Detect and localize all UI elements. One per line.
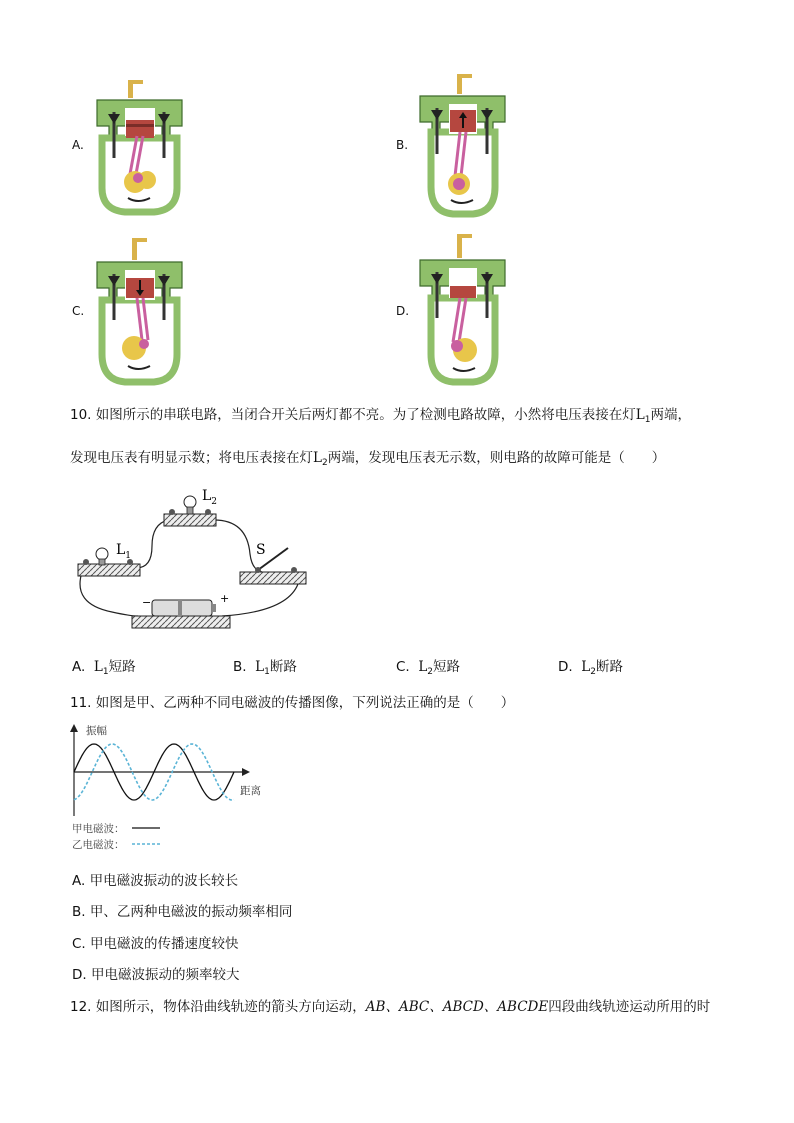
- q10-choice-a-sub: 1: [102, 667, 109, 677]
- q10-choice-a-lamp: L: [93, 659, 103, 675]
- q11-choice-c-letter: C.: [72, 936, 86, 952]
- legend-b-label: 乙电磁波：: [72, 839, 125, 851]
- wave-graph: [66, 722, 276, 854]
- legend-a-label: 甲电磁波：: [72, 823, 125, 835]
- q12-segments: AB、ABC、ABCD、ABCDE: [365, 999, 549, 1015]
- option-a-label: A.: [72, 138, 84, 152]
- q11-choice-d-letter: D.: [72, 967, 87, 983]
- engine-figure-d: [415, 232, 510, 386]
- q11-choice-c[interactable]: [72, 932, 239, 952]
- x-axis-arrow-icon: [242, 768, 250, 776]
- q11-choice-d[interactable]: [72, 963, 239, 983]
- q10-choice-c[interactable]: [396, 655, 460, 677]
- q11-number: 11.: [70, 695, 92, 711]
- q10-line-2: [70, 446, 665, 468]
- label-l2-sub: 2: [211, 497, 218, 507]
- q11-stem: [70, 691, 514, 711]
- x-axis-label: 距离: [240, 785, 261, 797]
- option-b-label: B.: [396, 138, 409, 152]
- q10-lamp-2-sub: 2: [321, 458, 328, 468]
- label-l1: [116, 542, 131, 561]
- y-axis-label: 振幅: [86, 725, 107, 737]
- q10-choice-c-sub: 2: [427, 667, 434, 677]
- label-l2-main: L: [202, 488, 212, 504]
- q10-choice-b-sub: 1: [264, 667, 270, 677]
- label-l1-sub: 1: [125, 551, 132, 561]
- q11-choice-a-text: 甲电磁波振动的波长较长: [89, 873, 239, 889]
- label-minus: −: [142, 596, 152, 609]
- q10-choice-c-lamp: L: [418, 659, 428, 675]
- y-axis-arrow-icon: [70, 724, 78, 732]
- q10-text-1b: 两端，: [650, 407, 691, 423]
- label-plus: +: [220, 592, 230, 605]
- q10-choice-d-lamp: L: [581, 659, 591, 675]
- q10-choice-a[interactable]: [72, 655, 136, 677]
- q10-line-1: [70, 403, 691, 425]
- q11-choice-c-text: 甲电磁波的传播速度较快: [90, 936, 239, 952]
- engine-figure-b: [415, 72, 510, 218]
- q10-text-2a: 发现电压表有明显示数；将电压表接在灯: [70, 450, 313, 466]
- q11-choice-b-letter: B.: [72, 904, 86, 920]
- q12-text-a: 如图所示，物体沿曲线轨迹的箭头方向运动，: [95, 999, 366, 1015]
- q11-choice-b[interactable]: [72, 900, 292, 920]
- q12-number: 12.: [70, 999, 92, 1015]
- q10-choice-b-lamp: L: [255, 659, 265, 675]
- q10-lamp-1-sub: 1: [644, 415, 651, 425]
- q10-choice-a-text: 短路: [108, 659, 136, 675]
- label-l2: [202, 488, 217, 507]
- q10-number: 10.: [70, 407, 92, 423]
- q10-choice-b[interactable]: [233, 655, 297, 677]
- label-s: S: [256, 542, 266, 558]
- q10-choice-c-text: 短路: [433, 659, 461, 675]
- q10-choice-b-text: 断路: [269, 659, 297, 675]
- q10-choice-d-text: 断路: [595, 659, 623, 675]
- q10-lamp-1: L: [635, 407, 645, 423]
- q11-choice-a-letter: A.: [72, 873, 86, 889]
- option-d-label: D.: [396, 304, 410, 318]
- q10-choice-d[interactable]: [558, 655, 623, 677]
- q10-choice-d-letter: D.: [558, 659, 573, 675]
- q11-choice-d-text: 甲电磁波振动的频率较大: [90, 967, 240, 983]
- q10-choice-c-letter: C.: [396, 659, 410, 675]
- q10-choice-d-sub: 2: [590, 667, 596, 677]
- option-c-label: C.: [72, 304, 85, 318]
- label-l1-main: L: [116, 542, 126, 558]
- engine-figure-c: [92, 236, 187, 386]
- q12-text-b: 四段曲线轨迹运动所用的时: [548, 999, 711, 1015]
- circuit-diagram: [72, 484, 312, 634]
- q10-text-1a: 如图所示的串联电路，当闭合开关后两灯都不亮。为了检测电路故障，小然将电压表接在灯: [95, 407, 636, 423]
- engine-figure-a: [92, 78, 187, 216]
- q11-stem-text: 如图是甲、乙两种不同电磁波的传播图像，下列说法正确的是（ ）: [95, 695, 515, 711]
- q10-text-2b: 两端，发现电压表无示数，则电路的故障可能是（ ）: [327, 450, 666, 466]
- q11-choice-b-text: 甲、乙两种电磁波的振动频率相同: [89, 904, 293, 920]
- q10-choice-a-letter: A.: [72, 659, 86, 675]
- q10-lamp-2: L: [313, 450, 322, 466]
- q11-choice-a[interactable]: [72, 869, 238, 889]
- q12-line-1: [70, 995, 710, 1015]
- q10-choice-b-letter: B.: [233, 659, 247, 675]
